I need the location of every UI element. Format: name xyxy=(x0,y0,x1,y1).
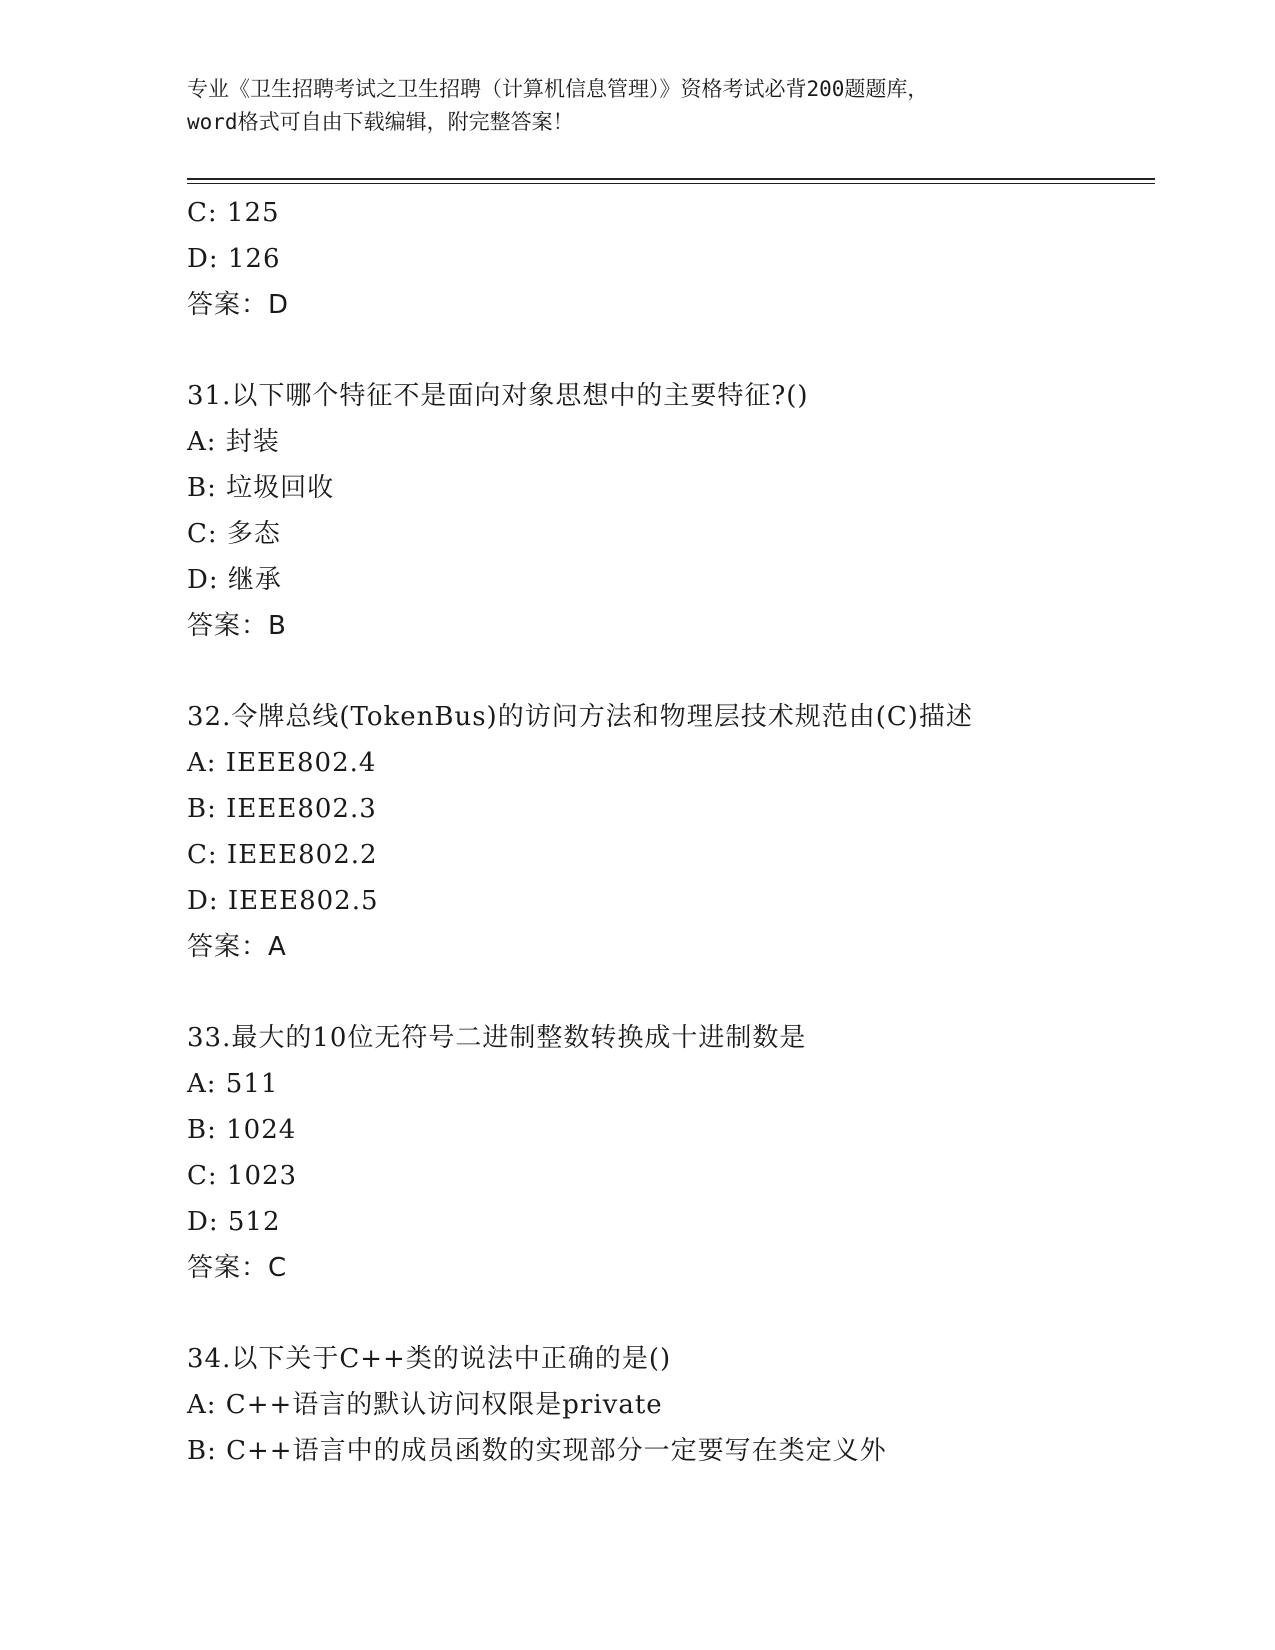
option-b: B: 垃圾回收 xyxy=(187,473,335,503)
question-text: 34.以下关于C++类的说法中正确的是() xyxy=(187,1344,672,1374)
header-divider-top xyxy=(187,178,1155,180)
question-block-32 xyxy=(187,694,1167,970)
option-c: C: 多态 xyxy=(187,519,281,549)
option-a: A: 封装 xyxy=(187,427,280,457)
answer-line: 答案：A xyxy=(187,932,287,962)
answer-line: 答案：C xyxy=(187,1253,288,1283)
header-divider-bottom xyxy=(187,183,1155,184)
option-d: D: IEEE802.5 xyxy=(187,886,379,916)
option-a: A: 511 xyxy=(187,1069,279,1099)
option-c: C: 125 xyxy=(187,198,280,228)
document-header xyxy=(187,73,1087,139)
option-c: C: IEEE802.2 xyxy=(187,840,378,870)
answer-line: 答案：D xyxy=(187,290,290,320)
question-block-31 xyxy=(187,373,1167,649)
question-list xyxy=(187,190,1167,1474)
spacer xyxy=(187,970,1167,1015)
question-block-33 xyxy=(187,1015,1167,1291)
spacer xyxy=(187,649,1167,694)
spacer xyxy=(187,1291,1167,1336)
option-c: C: 1023 xyxy=(187,1161,298,1191)
option-d: D: 继承 xyxy=(187,565,282,595)
option-b: B: IEEE802.3 xyxy=(187,794,377,824)
spacer xyxy=(187,328,1167,373)
option-d: D: 126 xyxy=(187,244,281,274)
option-a: A: C++语言的默认访问权限是private xyxy=(187,1390,663,1420)
question-text: 33.最大的10位无符号二进制整数转换成十进制数是 xyxy=(187,1023,807,1053)
header-title-line-1: 专业《卫生招聘考试之卫生招聘（计算机信息管理）》资格考试必背200题题库， xyxy=(187,77,929,101)
question-text: 32.令牌总线(TokenBus)的访问方法和物理层技术规范由(C)描述 xyxy=(187,702,973,732)
question-block-continued xyxy=(187,190,1167,328)
option-b: B: 1024 xyxy=(187,1115,297,1145)
header-title-line-2: word格式可自由下载编辑，附完整答案！ xyxy=(187,110,574,134)
question-block-34 xyxy=(187,1336,1167,1474)
option-d: D: 512 xyxy=(187,1207,281,1237)
option-b: B: C++语言中的成员函数的实现部分一定要写在类定义外 xyxy=(187,1436,887,1466)
answer-line: 答案：B xyxy=(187,611,287,641)
question-text: 31.以下哪个特征不是面向对象思想中的主要特征?() xyxy=(187,381,809,411)
option-a: A: IEEE802.4 xyxy=(187,748,377,778)
